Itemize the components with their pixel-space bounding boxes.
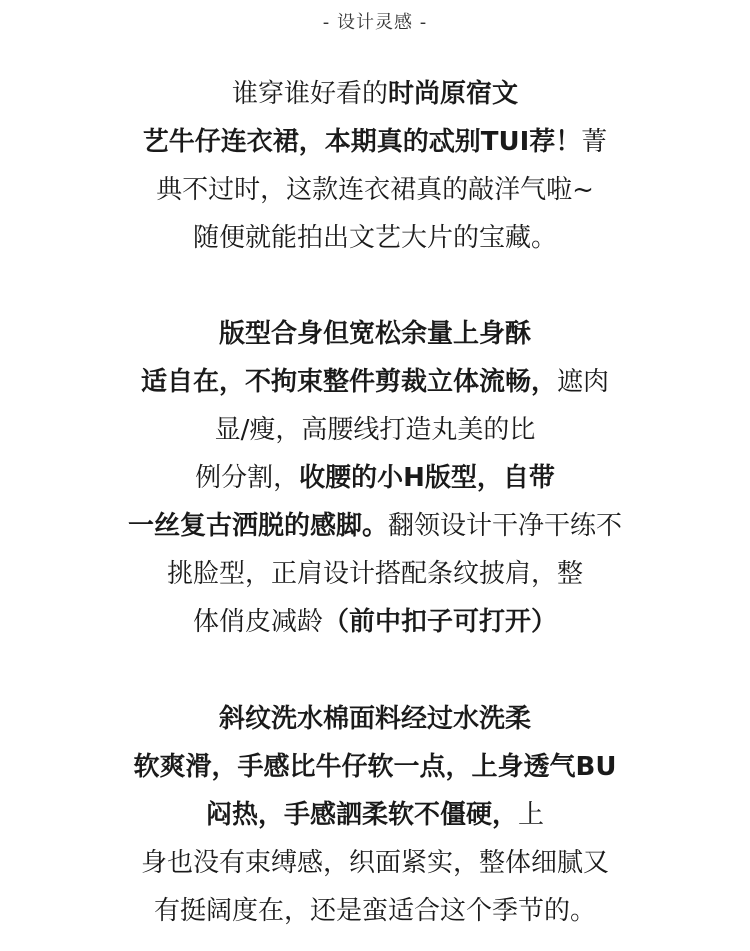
text-line: [0, 550, 750, 598]
text-line: [0, 454, 750, 502]
text-segment: 翻领设计干净干练不: [388, 511, 623, 541]
text-line: [0, 791, 750, 839]
text-segment: 典不过时，这款连衣裙真的敲洋气啦~: [156, 175, 594, 205]
paragraph-1: [0, 70, 750, 262]
text-segment: 显/瘦，高腰线打造丸美的比: [214, 415, 536, 445]
text-line: [0, 310, 750, 358]
text-line: [0, 743, 750, 791]
text-segment: 体俏皮减龄: [192, 607, 323, 637]
text-line: [0, 406, 750, 454]
text-line: [0, 839, 750, 887]
text-segment: 身也没有束缚感，织面紧实，整体细腻又: [140, 848, 609, 878]
bold-text-segment: 一丝复古洒脱的感脚。: [127, 511, 388, 541]
bold-text-segment: 适自在，不拘束整件剪裁立体流畅，: [140, 367, 557, 397]
text-segment: 挑脸型，正肩设计搭配条纹披肩，整: [166, 559, 583, 589]
bold-text-segment: 斜纹洗水棉面料经过水洗柔: [218, 704, 531, 734]
bold-text-segment: 版型合身但宽松余量上身酥: [218, 319, 531, 349]
text-line: [0, 695, 750, 743]
text-line: [0, 214, 750, 262]
bold-text-segment: （前中扣子可打开）: [323, 607, 558, 637]
bold-text-segment: 时尚原宿文: [388, 79, 519, 109]
text-line: [0, 70, 750, 118]
bold-text-segment: 收腰的小H版型，自带: [299, 463, 555, 493]
text-segment: 例分割，: [195, 463, 300, 493]
bold-text-segment: 软爽滑，手感比牛仔软一点，上身透气BU: [133, 752, 617, 782]
bold-text-segment: 闷热，手感訵柔软不僵硬，: [205, 800, 518, 830]
text-line: [0, 166, 750, 214]
bold-text-segment: 艺牛仔连衣裙，本期真的忒别TUI荐！: [142, 127, 582, 157]
text-line: [0, 502, 750, 550]
text-line: [0, 358, 750, 406]
section-header: - 设计灵感 -: [322, 12, 428, 33]
text-line: [0, 118, 750, 166]
text-segment: 上: [518, 800, 545, 830]
text-line: [0, 598, 750, 646]
text-segment: 随便就能拍出文艺大片的宝藏。: [192, 223, 557, 253]
text-segment: 有挺阔度在，还是蛮适合这个季节的。: [153, 896, 596, 926]
text-segment: 谁穿谁好看的: [231, 79, 388, 109]
paragraph-2: [0, 310, 750, 646]
text-segment: 遮肉: [557, 367, 610, 397]
text-segment: 菁: [581, 127, 608, 157]
paragraph-3: [0, 695, 750, 935]
text-line: [0, 887, 750, 935]
